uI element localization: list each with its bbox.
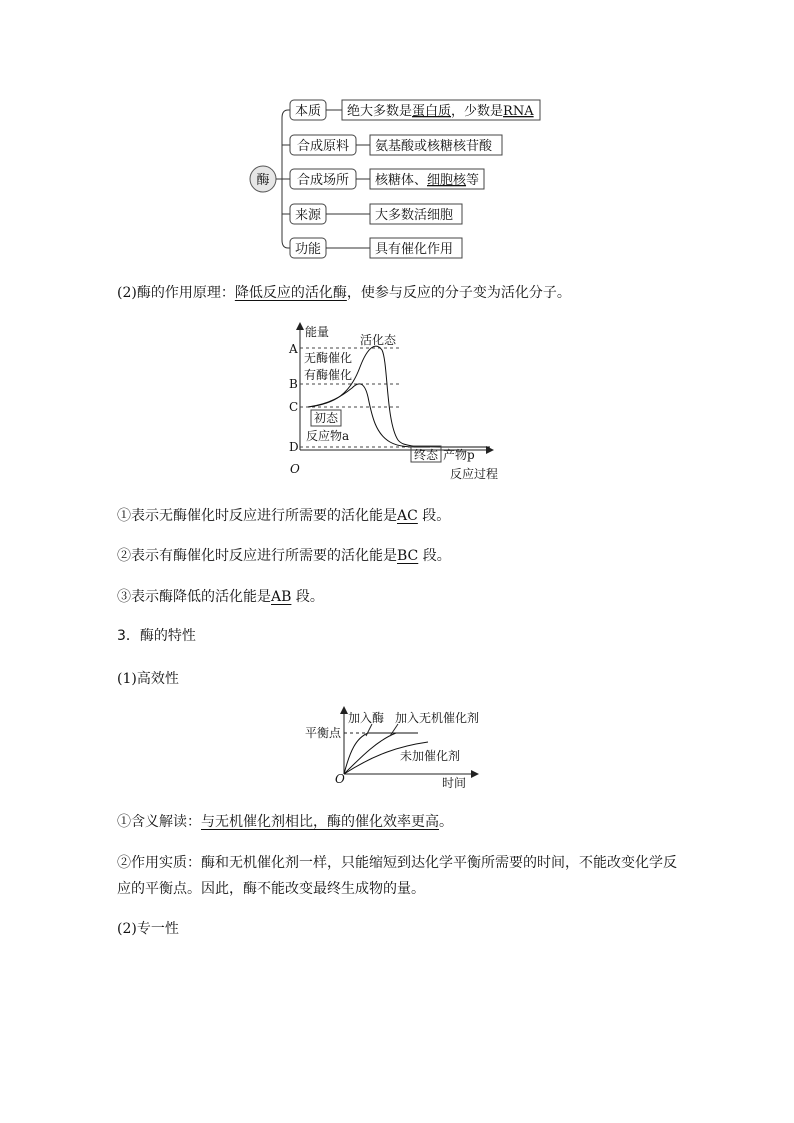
label-add-inorganic: 加入无机催化剂 <box>395 711 480 725</box>
question-1: ①表示无酶催化时反应进行所需要的活化能是AC 段。 <box>117 508 451 524</box>
tree-label-source: 来源 <box>294 208 322 223</box>
energy-y-label: 能量 <box>305 325 330 339</box>
meaning-paragraph: ①含义解读：与无机催化剂相比，酶的催化效率更高。 <box>117 814 453 830</box>
reactant-label: 反应物a <box>306 429 350 443</box>
activation-energy-chart <box>280 322 520 487</box>
tree-value-site: 核糖体、细胞核等 <box>375 173 480 188</box>
subheading-specificity: (2)专一性 <box>117 921 179 937</box>
principle-paragraph: (2)酶的作用原理：降低反应的活化酶，使参与反应的分子变为活化分子。 <box>117 285 571 301</box>
tree-label-function: 功能 <box>294 242 322 257</box>
answer-2: BC <box>397 548 419 564</box>
tree-value-source: 大多数活细胞 <box>375 208 454 223</box>
question-3: ③表示酶降低的活化能是AB 段。 <box>117 589 324 605</box>
level-c: C <box>289 400 299 414</box>
tree-label-material: 合成原料 <box>296 139 350 154</box>
efficiency-chart <box>300 706 500 792</box>
tree-label-site: 合成场所 <box>296 173 350 188</box>
tree-value-function: 具有催化作用 <box>375 242 454 257</box>
principle-answer: 降低反应的活化酶 <box>234 285 347 301</box>
question-2: ②表示有酶催化时反应进行所需要的活化能是BC 段。 <box>117 548 451 564</box>
tree-root: 酶 <box>256 173 270 188</box>
energy-origin: O <box>290 462 300 476</box>
tree-value-material: 氨基酸或核糖核苷酸 <box>375 139 493 154</box>
energy-x-label: 反应过程 <box>450 467 499 481</box>
subheading-efficiency: (1)高效性 <box>117 671 179 687</box>
tree-label-nature: 本质 <box>294 104 322 119</box>
label-add-enzyme: 加入酶 <box>348 711 385 725</box>
level-a: A <box>289 342 298 356</box>
eff-x-label: 时间 <box>442 776 467 790</box>
essence-line-1: ②作用实质：酶和无机催化剂一样，只能缩短到达化学平衡所需要的时间，不能改变化学反 <box>117 855 677 871</box>
answer-1: AC <box>397 508 418 524</box>
level-b: B <box>289 377 298 391</box>
answer-3: AB <box>271 589 292 605</box>
equilibrium-label: 平衡点 <box>305 726 342 740</box>
label-no-catalyst: 未加催化剂 <box>400 749 461 763</box>
enzyme-concept-tree <box>240 92 560 267</box>
essence-line-2: 应的平衡点。因此，酶不能改变最终生成物的量。 <box>117 881 425 897</box>
curve-enzyme-label: 有酶催化 <box>304 368 353 382</box>
tree-value-nature: 绝大多数是蛋白质，少数是RNA <box>347 104 534 119</box>
curve-no-enzyme-label: 无酶催化 <box>304 351 353 365</box>
level-d: D <box>289 440 299 454</box>
initial-state-label: 初态 <box>314 411 339 425</box>
peak-label: 活化态 <box>360 333 397 347</box>
section-heading: 3．酶的特性 <box>117 628 196 644</box>
eff-origin: O <box>335 772 345 786</box>
product-label: 产物p <box>443 448 475 462</box>
meaning-answer: 与无机催化剂相比，酶的催化效率更高 <box>201 814 439 830</box>
final-state-label: 终态 <box>414 448 439 462</box>
